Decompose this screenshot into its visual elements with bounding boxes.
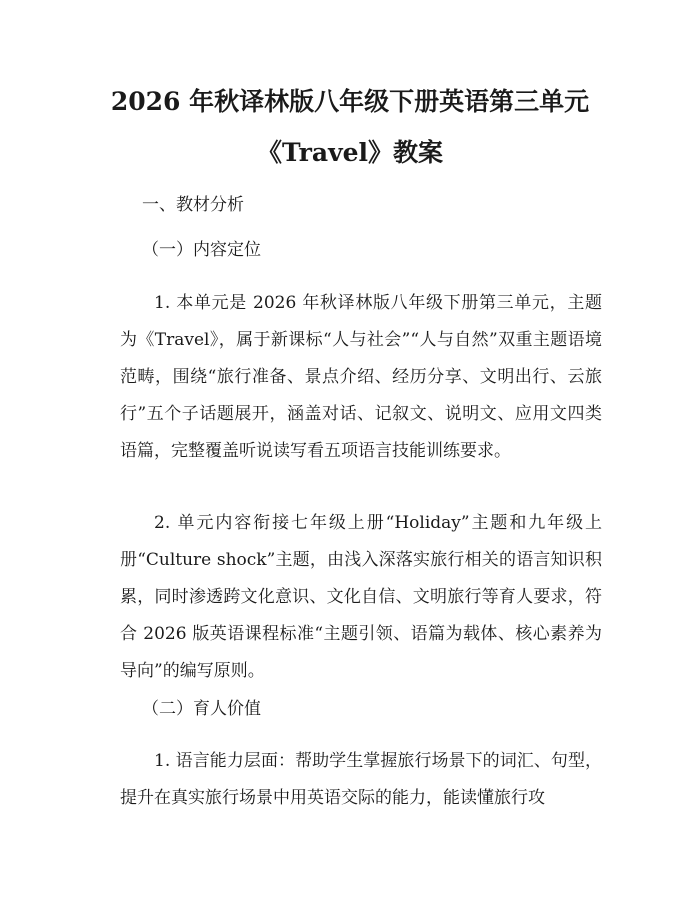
document-title-line2: 《Travel》教案 xyxy=(256,138,444,167)
section-heading-analysis: 一、教材分析 xyxy=(142,195,244,215)
paragraph-3: 1. 语言能力层面：帮助学生掌握旅行场景下的词汇、句型，提升在真实旅行场景中用英语交际的能力，能读懂旅行攻 xyxy=(120,751,602,808)
subsection-heading-value: （二）育人价值 xyxy=(142,699,261,719)
paragraph-2: 2. 单元内容衔接七年级上册“Holiday”主题和九年级上册“Culture shock”主题，由浅入深落实旅行相关的语言知识积累，同时渗透跨文化意识、文化自信、文明旅行等育人要求，符合 2026 版英语课程标准“主题引领、语篇为载体、核心素养为导向”的编写原则。 xyxy=(120,513,602,681)
document-title-line1: 2026 年秋译林版八年级下册英语第三单元 xyxy=(110,87,590,116)
subsection-heading-content: （一）内容定位 xyxy=(142,240,261,260)
paragraph-1: 1. 本单元是 2026 年秋译林版八年级下册第三单元，主题为《Travel》，属于新课标“人与社会”“人与自然”双重主题语境范畴，围绕“旅行准备、景点介绍、经历分享、文明出行、云旅行”五个子话题展开，涵盖对话、记叙文、说明文、应用文四类语篇，完整覆盖听说读写看五项语言技能训练要求。 xyxy=(120,293,602,461)
